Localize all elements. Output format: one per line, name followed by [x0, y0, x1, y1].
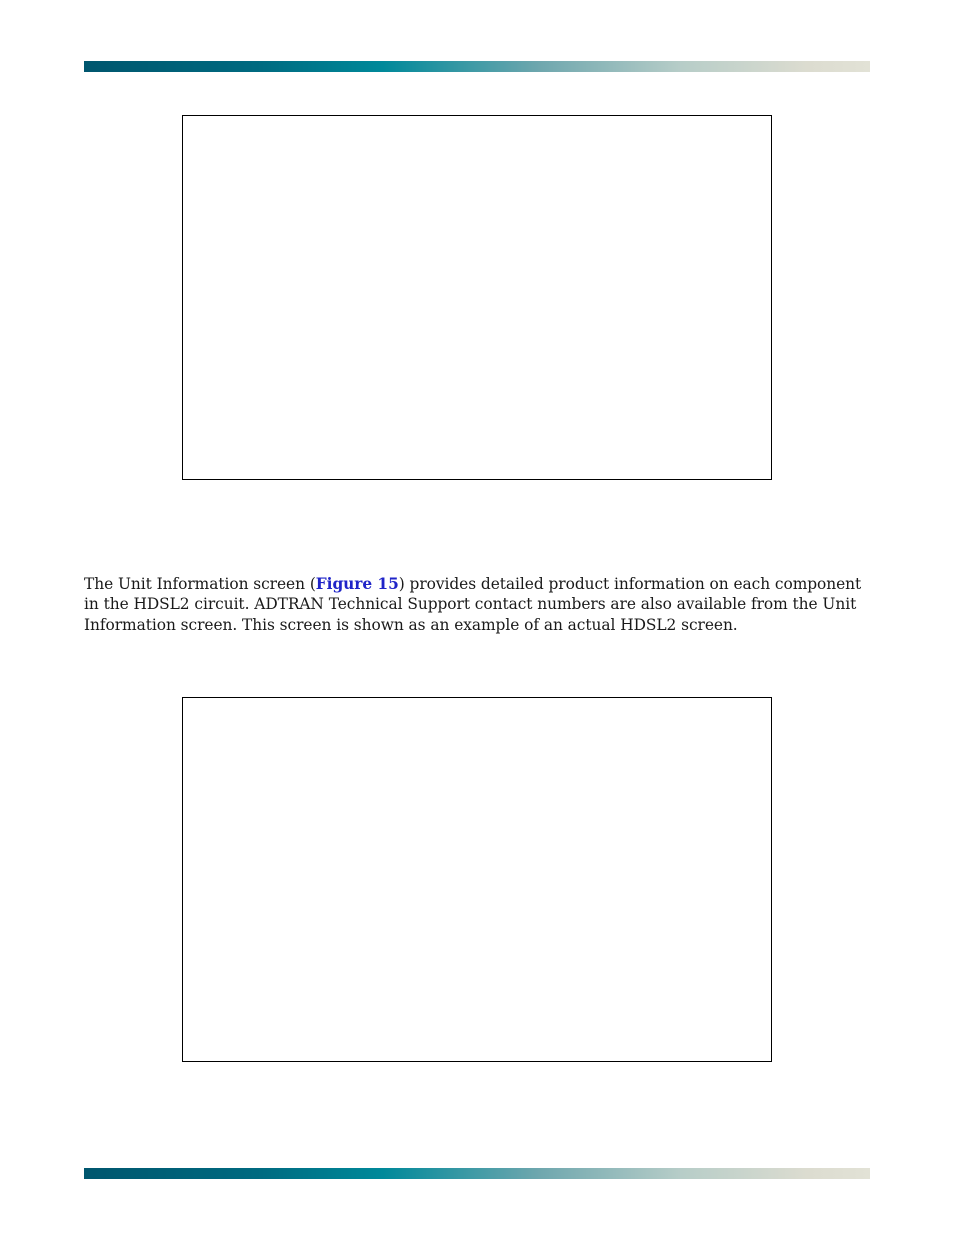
figure-15-frame	[182, 697, 772, 1062]
header-rule-bar	[84, 61, 870, 72]
unit-information-paragraph	[84, 574, 870, 635]
paragraph-text-after-link: ) provides detailed product information on each component in the HDSL2 circuit. ADTRAN Technical Support contact numbers are also available from the Unit Information screen. This screen is shown as an example of an actual HDSL2 screen.	[84, 575, 862, 634]
paragraph-text-before-link: The Unit Information screen (	[84, 575, 316, 593]
figure-15-link[interactable]: Figure 15	[315, 575, 399, 593]
footer-rule-bar	[84, 1168, 870, 1179]
figure-frame-top	[182, 115, 772, 480]
